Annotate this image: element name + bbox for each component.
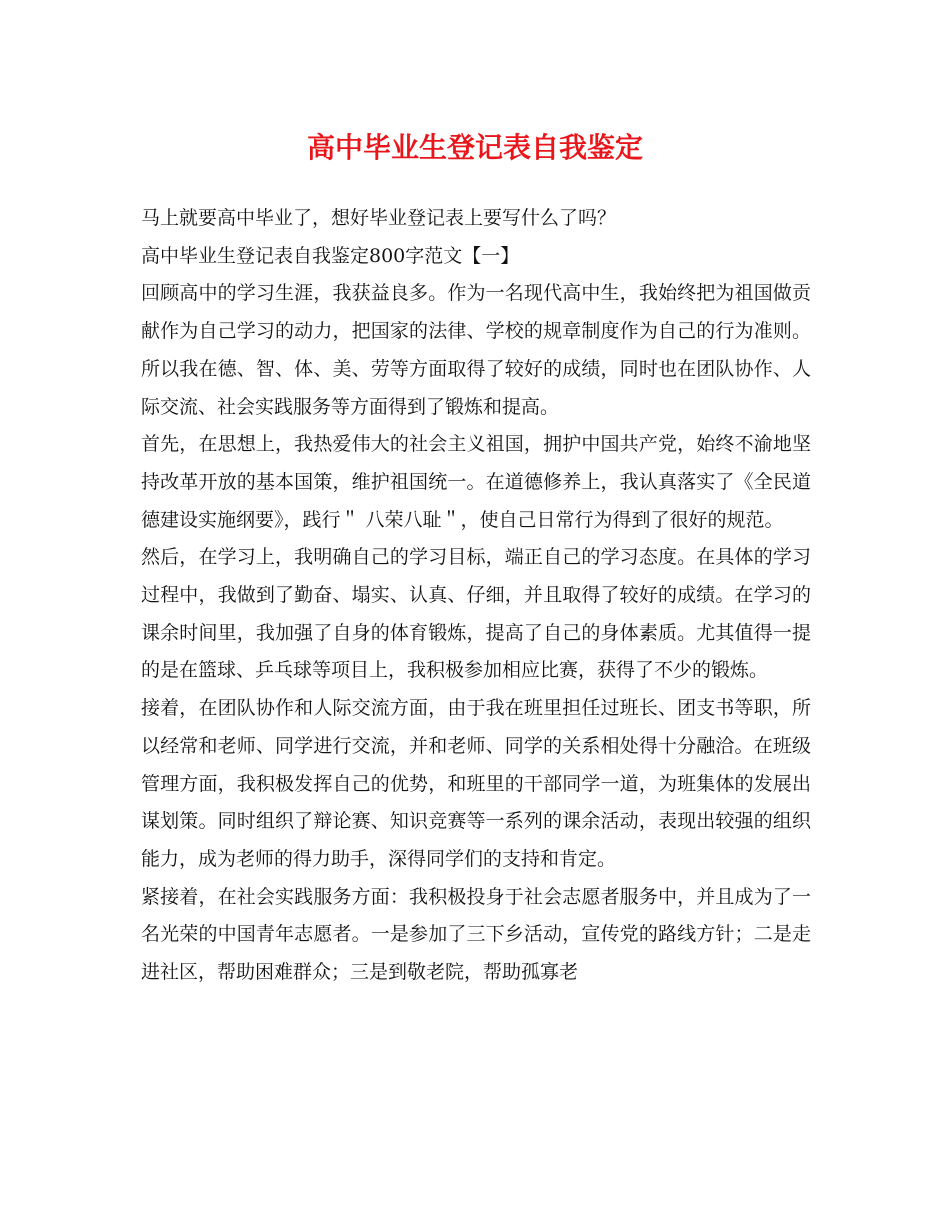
document-title: 高中毕业生登记表自我鉴定 [306, 131, 643, 164]
body-paragraph: 回顾高中的学习生涯，我获益良多。作为一名现代高中生，我始终把为祖国做贡献作为自己学习的动力，把国家的法律、学校的规章制度作为自己的行为准则。所以我在德、智、体、美、劳等方面取得了较好的成绩，同时也在团队协作、人际交流、社会实践服务等方面得到了锻炼和提高。 [141, 282, 811, 418]
body-paragraph: 然后，在学习上，我明确自己的学习目标，端正自己的学习态度。在具体的学习过程中，我做到了勤奋、塌实、认真、仔细，并且取得了较好的成绩。在学习的课余时间里，我加强了自身的体育锻炼，提高了自己的身体素质。尤其值得一提的是在篮球、乒乓球等项目上，我积极参加相应比赛，获得了不少的锻炼。 [141, 546, 811, 682]
section-heading: 高中毕业生登记表自我鉴定800字范文【一】 [141, 244, 520, 267]
body-paragraph: 首先，在思想上，我热爱伟大的社会主义祖国，拥护中国共产党，始终不渝地坚持改革开放的基本国策，维护祖国统一。在道德修养上，我认真落实了《全民道德建设实施纲要》，践行＂ 八荣八耻＂，使自己日常行为得到了很好的规范。 [141, 433, 811, 531]
body-paragraph: 接着，在团队协作和人际交流方面，由于我在班里担任过班长、团支书等职，所以经常和老师、同学进行交流，并和老师、同学的关系相处得十分融洽。在班级管理方面，我积极发挥自己的优势，和班里的干部同学一道，为班集体的发展出谋划策。同时组织了辩论赛、知识竞赛等一系列的课余活动，表现出较强的组织能力，成为老师的得力助手，深得同学们的支持和肯定。 [141, 697, 811, 870]
document-body [141, 200, 811, 992]
intro-paragraph: 马上就要高中毕业了，想好毕业登记表上要写什么了吗？ [141, 207, 617, 229]
body-paragraph: 紧接着，在社会实践服务方面：我积极投身于社会志愿者服务中，并且成为了一名光荣的中国青年志愿者。一是参加了三下乡活动，宣传党的路线方针；二是走进社区，帮助困难群众；三是到敬老院，帮助孤寡老 [141, 885, 811, 984]
